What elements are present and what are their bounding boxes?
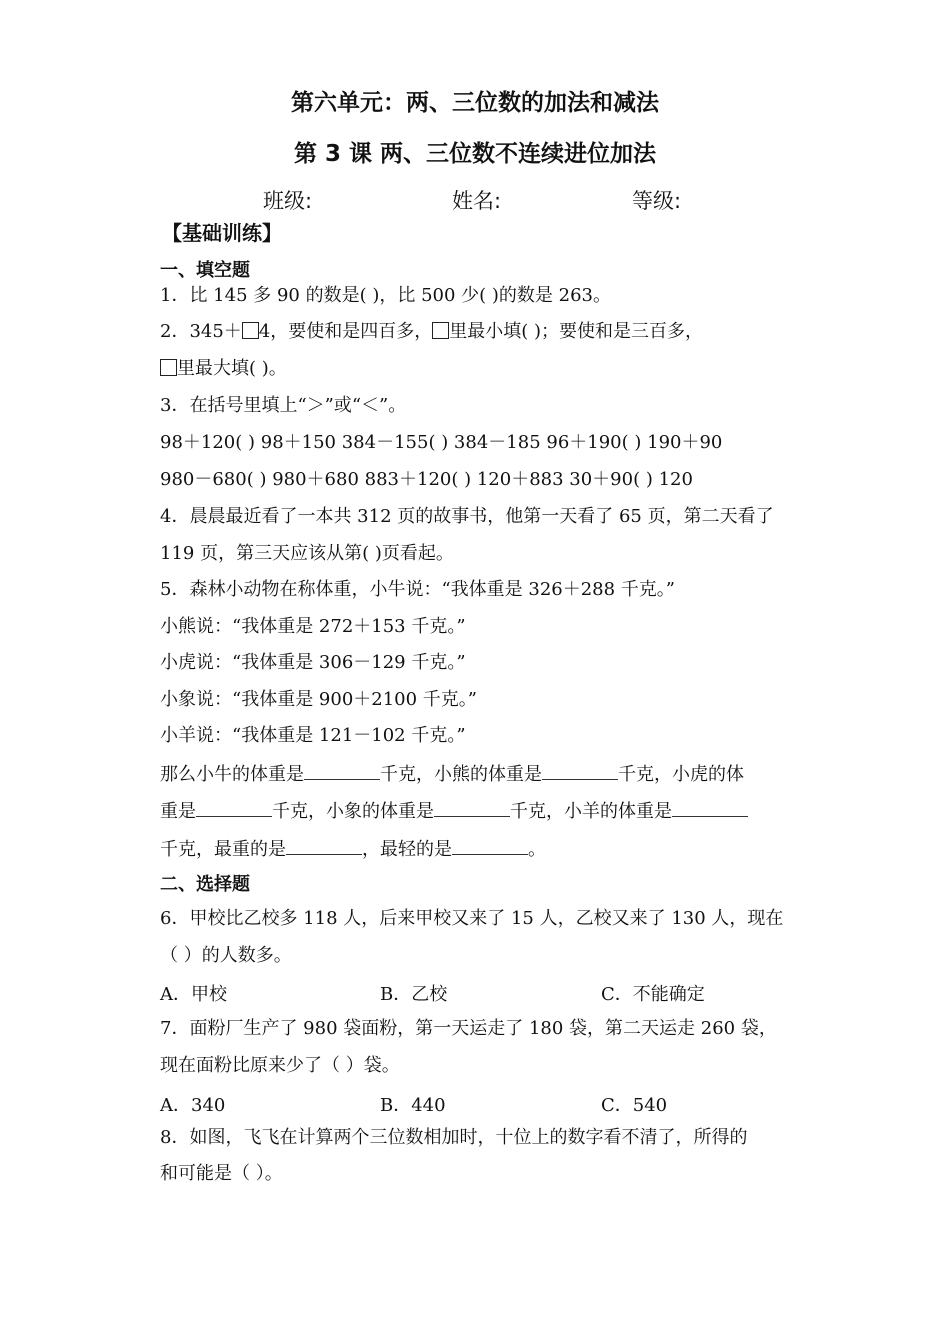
question-3: 3．在括号里填上“＞”或“＜”。	[160, 395, 407, 416]
q5-text: ，最轻的是	[362, 839, 452, 860]
q6-option-b[interactable]: B．乙校	[380, 984, 448, 1005]
question-2-line2	[160, 357, 287, 381]
part1-heading: 一、填空题	[160, 260, 250, 281]
answer-blank[interactable]	[286, 836, 362, 855]
q5-text: 。	[528, 839, 546, 860]
question-5-answer-line1	[160, 761, 744, 787]
blank-box-icon	[432, 322, 449, 339]
question-7-line2: 现在面粉比原来少了（ ）袋。	[160, 1055, 400, 1076]
page-title: 第六单元：两、三位数的加法和减法	[291, 90, 659, 116]
question-4-line1: 4．晨晨最近看了一本共 312 页的故事书，他第一天看了 65 页，第二天看了	[160, 506, 774, 527]
q2-part-a: 2．345＋	[160, 321, 242, 342]
q2-part-d: 里最大填( )。	[177, 358, 287, 379]
q7-option-c[interactable]: C．540	[601, 1095, 668, 1116]
q5-text: 千克，最重的是	[160, 839, 286, 860]
q5-text: 重是	[160, 801, 196, 822]
blank-box-icon	[160, 359, 177, 376]
q5-text: 千克，小熊的体重是	[380, 764, 542, 785]
answer-blank[interactable]	[434, 798, 510, 817]
question-5-line2: 小熊说：“我体重是 272＋153 千克。”	[160, 616, 466, 637]
question-6-line1: 6．甲校比乙校多 118 人，后来甲校又来了 15 人，乙校又来了 130 人，现在	[160, 908, 784, 929]
question-5-answer-line3	[160, 836, 546, 862]
question-8-line2: 和可能是（ ）。	[160, 1163, 283, 1184]
question-3-row2: 980－680( ) 980＋680 883＋120( ) 120＋883 30＋90( ) 120	[160, 469, 693, 490]
q2-part-b: 4，要使和是四百多，	[258, 321, 433, 342]
q7-option-b[interactable]: B．440	[380, 1095, 446, 1116]
blank-box-icon	[242, 322, 259, 339]
question-1: 1．比 145 多 90 的数是( )，比 500 少( )的数是 263。	[160, 285, 612, 306]
q5-text: 千克，小虎的体	[618, 764, 744, 785]
answer-blank[interactable]	[196, 798, 272, 817]
section-basic: 【基础训练】	[162, 221, 282, 245]
q6-option-a[interactable]: A．甲校	[160, 984, 227, 1005]
answer-blank[interactable]	[304, 761, 380, 780]
question-2-line1	[160, 320, 703, 344]
q5-text: 那么小牛的体重是	[160, 764, 304, 785]
q6-option-c[interactable]: C．不能确定	[601, 984, 705, 1005]
grade-label: 等级:	[632, 189, 682, 213]
q5-text: 千克，小象的体重是	[272, 801, 434, 822]
answer-blank[interactable]	[542, 761, 618, 780]
question-5-line5: 小羊说：“我体重是 121－102 千克。”	[160, 725, 466, 746]
lesson-title: 第 3 课 两、三位数不连续进位加法	[293, 141, 657, 167]
q5-text: 千克，小羊的体重是	[510, 801, 672, 822]
question-8-line1: 8．如图，飞飞在计算两个三位数相加时，十位上的数字看不清了，所得的	[160, 1127, 748, 1148]
question-4-line2: 119 页，第三天应该从第( )页看起。	[160, 543, 454, 564]
name-label: 姓名:	[452, 189, 502, 213]
q2-part-c: 里最小填( )；要使和是三百多，	[449, 321, 704, 342]
answer-blank[interactable]	[452, 836, 528, 855]
class-label: 班级:	[263, 189, 313, 213]
part2-heading: 二、选择题	[160, 874, 250, 895]
question-5-line4: 小象说：“我体重是 900＋2100 千克。”	[160, 689, 478, 710]
question-5-line3: 小虎说：“我体重是 306－129 千克。”	[160, 652, 466, 673]
answer-blank[interactable]	[672, 798, 748, 817]
q7-option-a[interactable]: A．340	[160, 1095, 226, 1116]
question-7-line1: 7．面粉厂生产了 980 袋面粉，第一天运走了 180 袋，第二天运走 260 袋，	[160, 1018, 777, 1039]
question-6-line2: （ ）的人数多。	[160, 945, 292, 966]
question-3-row1: 98＋120( ) 98＋150 384－155( ) 384－185 96＋190( ) 190＋90	[160, 432, 723, 453]
question-5-answer-line2	[160, 798, 748, 824]
question-5-line1: 5．森林小动物在称体重，小牛说：“我体重是 326＋288 千克。”	[160, 579, 676, 600]
